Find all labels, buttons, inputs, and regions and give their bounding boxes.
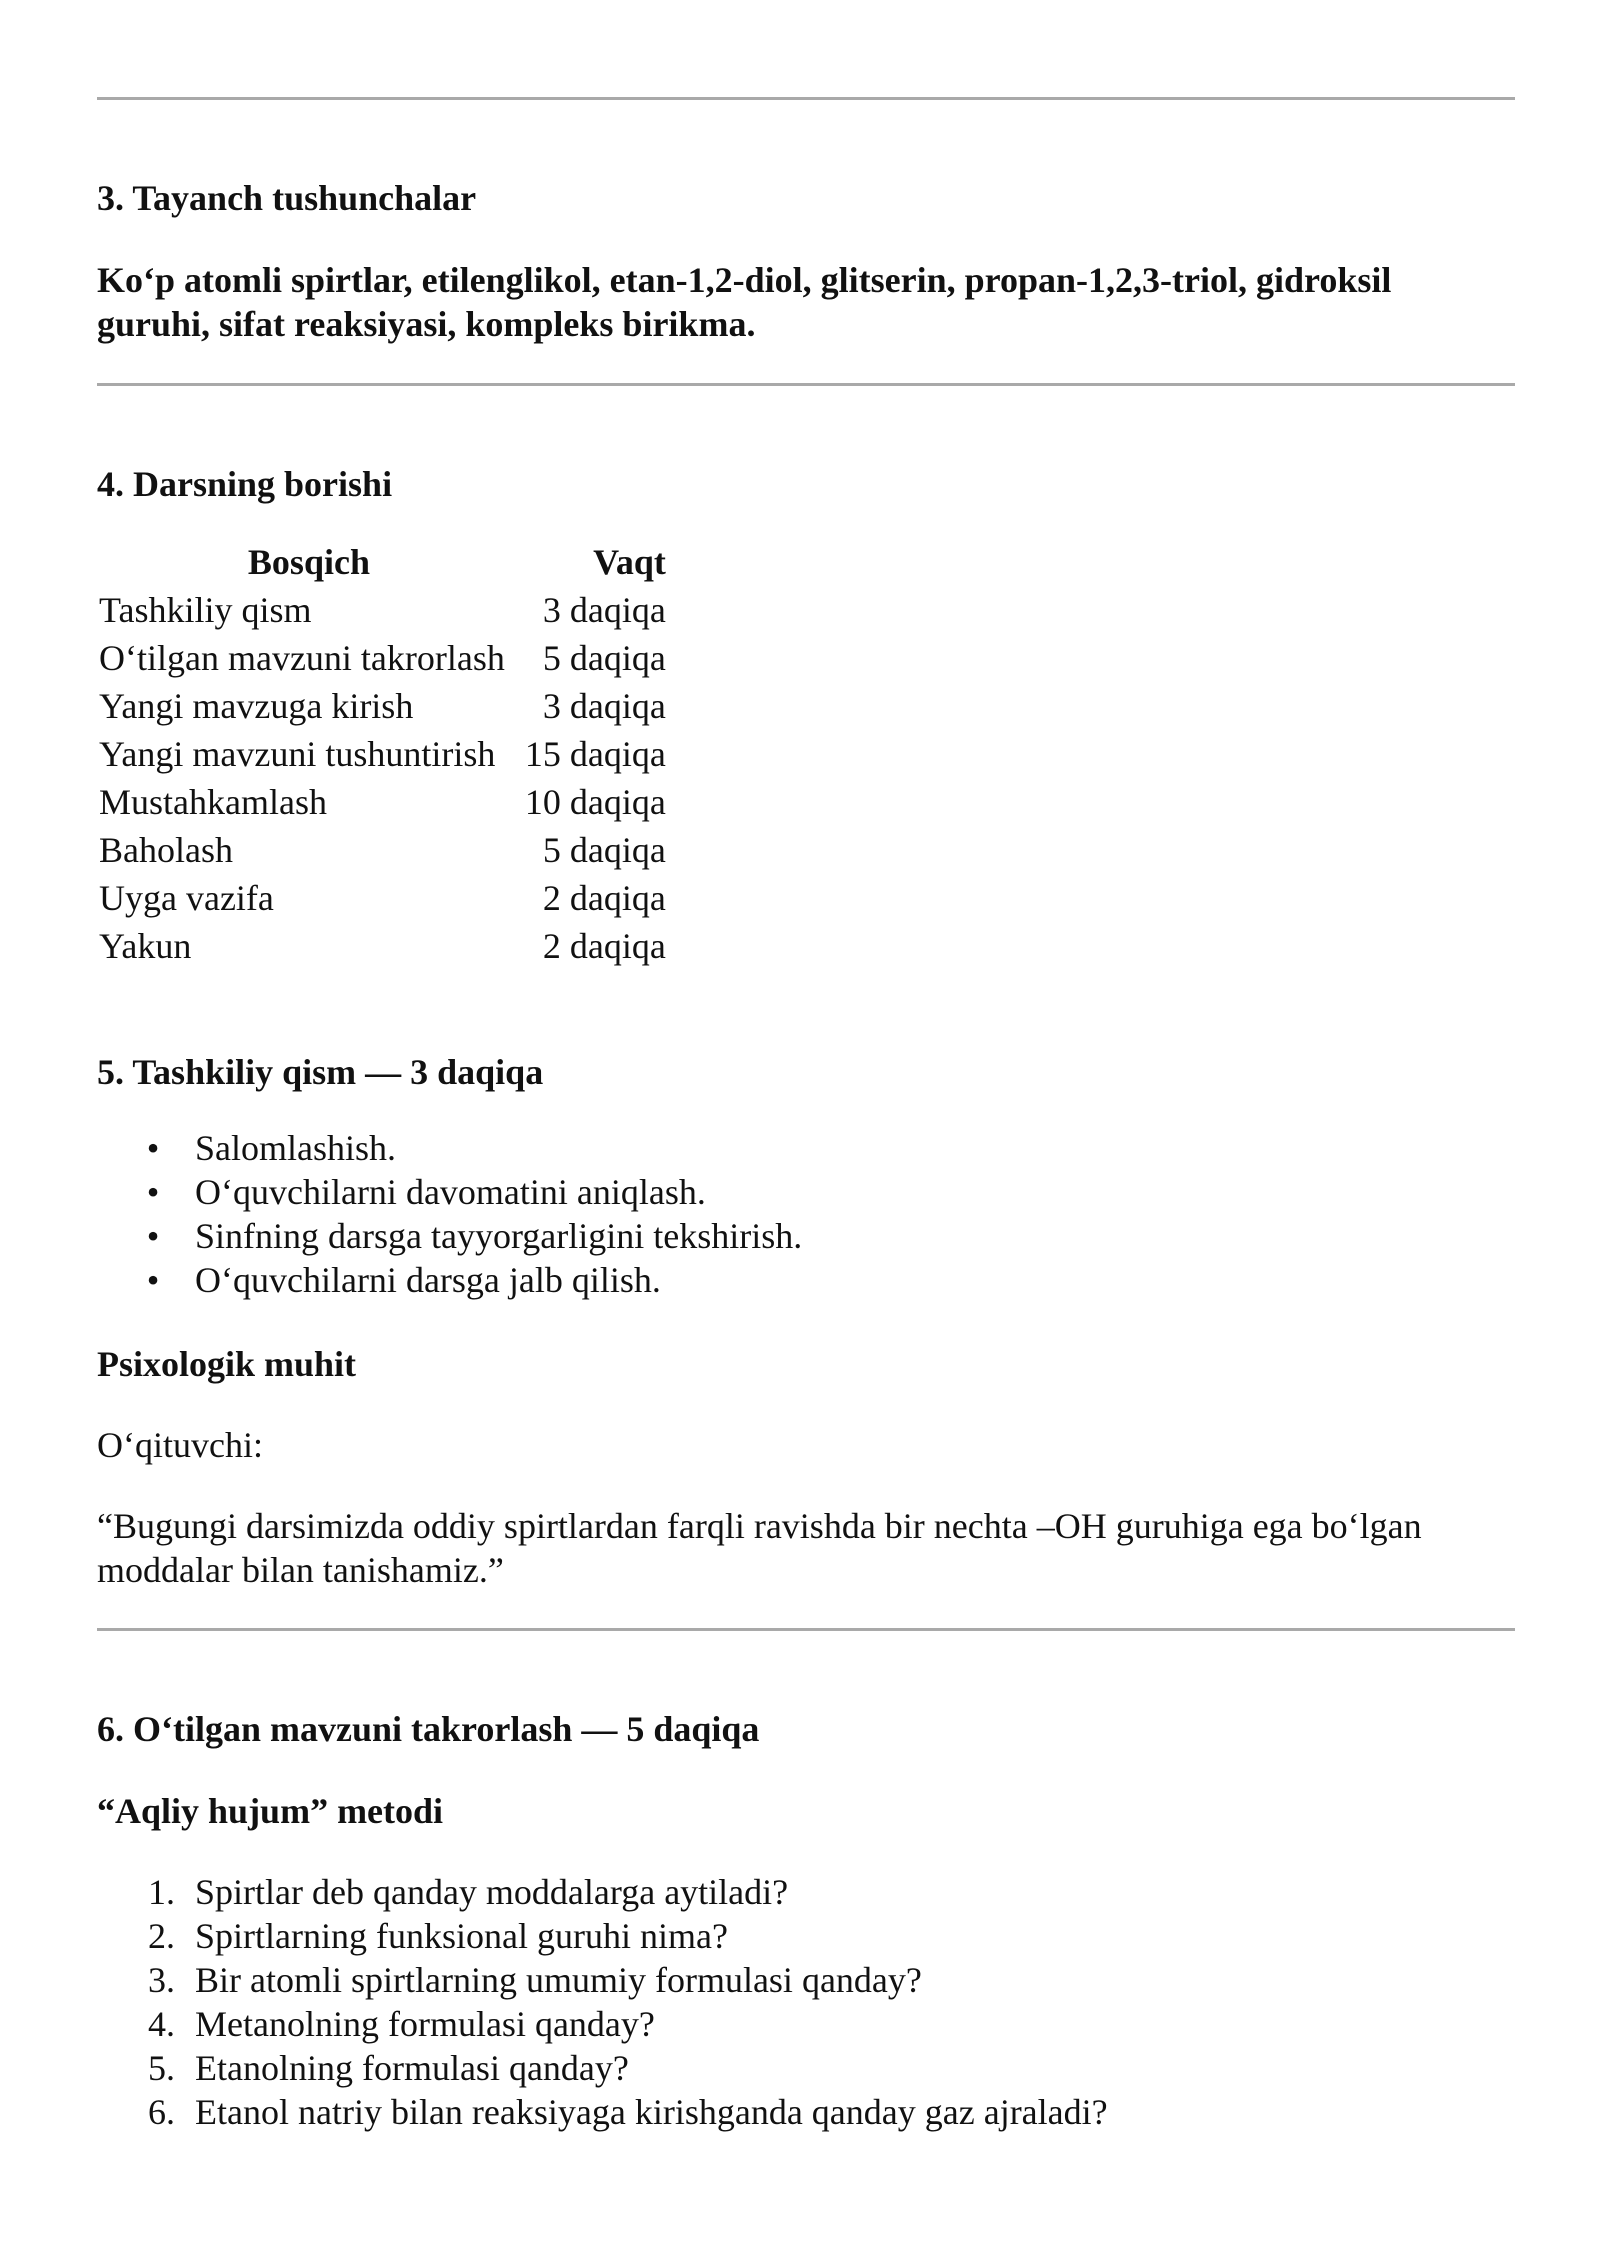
list-number: 5. bbox=[148, 2048, 175, 2088]
brainstorm-method-heading: “Aqliy hujum” metodi bbox=[97, 1791, 444, 1831]
list-item bbox=[97, 2046, 1108, 2090]
teacher-quote-line-2: moddalar bilan tanishamiz.” bbox=[97, 1550, 504, 1590]
stage-cell: Tashkiliy qism bbox=[99, 590, 312, 630]
bullet-marker: • bbox=[146, 1172, 160, 1212]
lesson-plan-table bbox=[97, 538, 670, 970]
stage-cell: Baholash bbox=[99, 830, 233, 870]
section-3-heading: 3. Tayanch tushunchalar bbox=[97, 178, 477, 218]
question-text: Etanol natriy bilan reaksiyaga kirishganda qanday gaz ajraladi? bbox=[195, 2092, 1108, 2132]
question-text: Metanolning formulasi qanday? bbox=[195, 2004, 655, 2044]
concepts-line-2: guruhi, sifat reaksiyasi, kompleks birikma. bbox=[97, 304, 756, 344]
stage-cell: Yakun bbox=[99, 926, 192, 966]
table-row bbox=[97, 682, 670, 730]
bullet-marker: • bbox=[146, 1128, 160, 1168]
time-cell: 2 daqiqa bbox=[542, 878, 666, 918]
time-cell: 2 daqiqa bbox=[542, 926, 666, 966]
list-item-text: Sinfning darsga tayyorgarligini tekshirish. bbox=[195, 1216, 803, 1256]
table-row bbox=[97, 922, 670, 970]
teacher-quote-line-1: “Bugungi darsimizda oddiy spirtlardan farqli ravishda bir nechta –OH guruhiga ega bo‘lgan bbox=[97, 1506, 1422, 1546]
table-row bbox=[97, 730, 670, 778]
table-row bbox=[97, 826, 670, 874]
list-item-text: O‘quvchilarni davomatini aniqlash. bbox=[195, 1172, 706, 1212]
section-5-heading: 5. Tashkiliy qism — 3 daqiqa bbox=[97, 1052, 544, 1092]
list-item bbox=[97, 1914, 1108, 1958]
time-cell: 15 daqiqa bbox=[524, 734, 666, 774]
concepts-line-1: Ko‘p atomli spirtlar, etilenglikol, etan-1,2-diol, glitserin, propan-1,2,3-triol, gidroksil bbox=[97, 260, 1392, 300]
question-text: Spirtlar deb qanday moddalarga aytiladi? bbox=[195, 1872, 789, 1912]
list-item bbox=[97, 2002, 1108, 2046]
list-number: 4. bbox=[148, 2004, 175, 2044]
list-number: 3. bbox=[148, 1960, 175, 2000]
psychological-climate-heading: Psixologik muhit bbox=[97, 1344, 357, 1384]
stage-cell: O‘tilgan mavzuni takrorlash bbox=[99, 638, 505, 678]
list-number: 6. bbox=[148, 2092, 175, 2132]
table-row bbox=[97, 874, 670, 922]
stage-cell: Uyga vazifa bbox=[99, 878, 274, 918]
list-item bbox=[97, 1958, 1108, 2002]
time-cell: 10 daqiqa bbox=[524, 782, 666, 822]
stage-cell: Mustahkamlash bbox=[99, 782, 327, 822]
list-item-text: Salomlashish. bbox=[195, 1128, 397, 1168]
table-row bbox=[97, 778, 670, 826]
section-4-heading: 4. Darsning borishi bbox=[97, 464, 393, 504]
teacher-label: O‘qituvchi: bbox=[97, 1425, 263, 1465]
list-item bbox=[97, 1870, 1108, 1914]
stage-cell: Yangi mavzuga kirish bbox=[99, 686, 414, 726]
horizontal-rule bbox=[97, 383, 1515, 386]
list-item bbox=[97, 1214, 802, 1258]
bullet-marker: • bbox=[146, 1216, 160, 1256]
horizontal-rule bbox=[97, 97, 1515, 100]
column-header-time: Vaqt bbox=[593, 542, 666, 582]
list-item bbox=[97, 1126, 802, 1170]
bullet-marker: • bbox=[146, 1260, 160, 1300]
table-header-row bbox=[97, 538, 670, 586]
time-cell: 5 daqiqa bbox=[542, 638, 666, 678]
review-questions-list bbox=[97, 1870, 1108, 2134]
list-item-text: O‘quvchilarni darsga jalb qilish. bbox=[195, 1260, 661, 1300]
time-cell: 3 daqiqa bbox=[542, 686, 666, 726]
question-text: Bir atomli spirtlarning umumiy formulasi qanday? bbox=[195, 1960, 922, 2000]
question-text: Spirtlarning funksional guruhi nima? bbox=[195, 1916, 728, 1956]
question-text: Etanolning formulasi qanday? bbox=[195, 2048, 629, 2088]
time-cell: 5 daqiqa bbox=[542, 830, 666, 870]
list-item bbox=[97, 2090, 1108, 2134]
list-number: 1. bbox=[148, 1872, 175, 1912]
list-item bbox=[97, 1258, 802, 1302]
time-cell: 3 daqiqa bbox=[542, 590, 666, 630]
table-row bbox=[97, 586, 670, 634]
list-item bbox=[97, 1170, 802, 1214]
column-header-stage: Bosqich bbox=[247, 542, 370, 582]
list-number: 2. bbox=[148, 1916, 175, 1956]
organizational-bullet-list bbox=[97, 1126, 802, 1302]
section-6-heading: 6. O‘tilgan mavzuni takrorlash — 5 daqiqa bbox=[97, 1709, 760, 1749]
table-row bbox=[97, 634, 670, 682]
stage-cell: Yangi mavzuni tushuntirish bbox=[99, 734, 496, 774]
horizontal-rule bbox=[97, 1628, 1515, 1631]
